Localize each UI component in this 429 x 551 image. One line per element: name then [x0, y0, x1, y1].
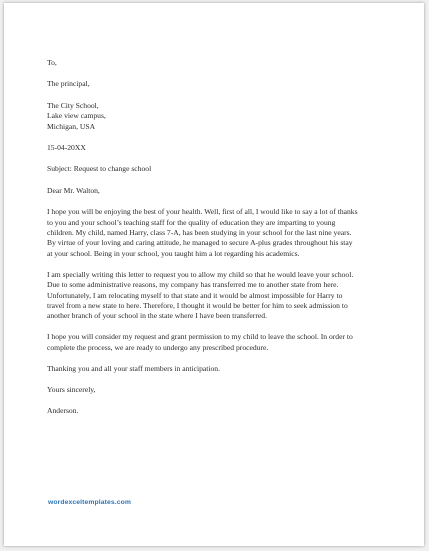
paragraph-line: another branch of your school in the state where I have been transferred.	[47, 311, 267, 321]
paragraph-line: I am specially writing this letter to request you to allow my child so that he would leave your school.	[47, 269, 354, 279]
letter-thanks: Thanking you and all your staff members in anticipation.	[47, 363, 220, 373]
letter-signature: Anderson.	[47, 406, 79, 416]
paragraph-line: travel from a new state to here. Therefore, I thought it would be better for him to seek admission to	[47, 301, 348, 310]
paragraph-line: children. My child, named Harry, class 7-A, has been studying in your school for the last nine years.	[47, 228, 352, 238]
letter-page	[4, 3, 424, 546]
paragraph-line: I hope you will consider my request and grant permission to my child to leave the school. In order to	[47, 332, 353, 342]
letter-subject: Subject: Request to change school	[47, 164, 152, 174]
recipient-title: The principal,	[47, 79, 90, 89]
paragraph-line: Unfortunately, I am relocating myself to that state and it would be almost impossible for Harry to	[47, 290, 343, 300]
address-line: Lake view campus,	[47, 111, 106, 121]
letter-greeting: Dear Mr. Walton,	[47, 185, 100, 195]
letter-closing: Yours sincerely,	[47, 385, 96, 395]
salutation-to: To,	[47, 58, 57, 67]
address-line: The City School,	[47, 100, 99, 110]
address-line: Michigan, USA	[47, 121, 96, 131]
letter-date: 15-04-20XX	[47, 143, 86, 153]
paragraph-line: I hope you will be enjoying the best of your health. Well, first of all, I would like to say a lot of thanks	[47, 207, 358, 217]
paragraph-3	[47, 332, 392, 353]
paragraph-line: at your school. Being in your school, you taught him a lot regarding his academics.	[47, 248, 300, 258]
paragraph-line: Due to some administrative reasons, my company has transferred me to another state from here.	[47, 280, 339, 290]
paragraph-1	[47, 207, 392, 259]
website-link[interactable]: wordexceltemplates.com	[48, 499, 132, 506]
paragraph-line: By virtue of your loving and caring attitude, he managed to secure A-plus grades throughout his stay	[47, 238, 353, 248]
paragraph-line: to you and your school’s teaching staff for the quality of education they are imparting to young	[47, 217, 336, 227]
recipient-address	[47, 101, 392, 132]
paragraph-line: complete the process, we are ready to undergo any prescribed procedure.	[47, 342, 269, 352]
letter-body	[47, 58, 392, 428]
paragraph-2	[47, 270, 392, 322]
